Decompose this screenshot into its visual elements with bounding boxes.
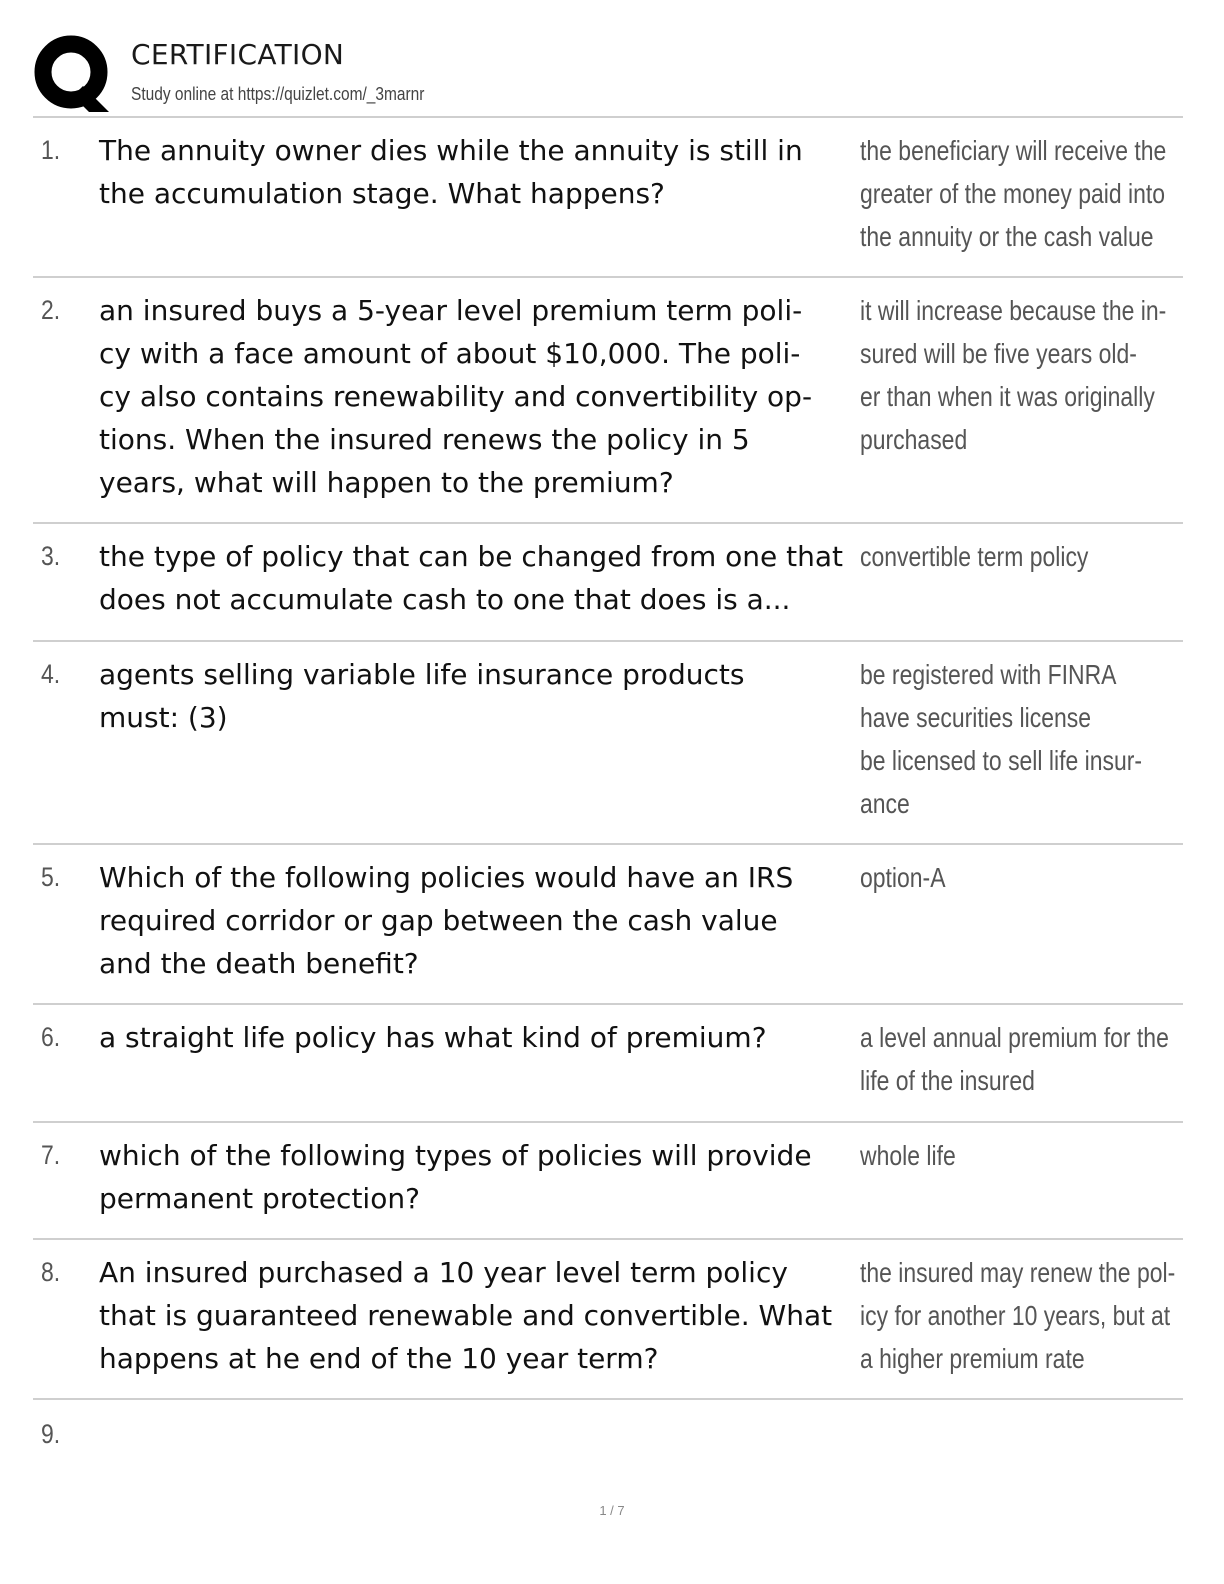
card-number: 4. bbox=[41, 659, 61, 689]
page-header bbox=[33, 30, 1183, 116]
card-term: An insured purchased a 10 year level term policy that is guaranteed renewable and convertible. What happens at he end of the 10 year term? bbox=[99, 1256, 833, 1375]
card-divider bbox=[33, 1121, 1183, 1123]
card-number: 9. bbox=[41, 1419, 61, 1449]
card-term: the type of policy that can be changed from one that does not accumulate cash to one that does is a... bbox=[99, 540, 844, 616]
card-number: 3. bbox=[41, 541, 61, 571]
card-definition: whole life bbox=[860, 1140, 956, 1171]
card-number: 1. bbox=[41, 135, 61, 165]
card-divider bbox=[33, 640, 1183, 642]
card-term: Which of the following policies would have an IRS required corridor or gap between the cash value and the death benefit? bbox=[99, 861, 794, 980]
card-definition: be registered with FINRA have securities license be licensed to sell life insur- ance bbox=[860, 659, 1143, 819]
card-divider bbox=[33, 522, 1183, 524]
card-term: agents selling variable life insurance products must: (3) bbox=[99, 658, 745, 734]
card-definition: option-A bbox=[860, 862, 946, 893]
card-definition: convertible term policy bbox=[860, 541, 1089, 572]
header-divider bbox=[33, 116, 1183, 118]
page-number: 1 / 7 bbox=[599, 1503, 625, 1518]
page-title: CERTIFICATION bbox=[131, 38, 345, 71]
card-term: The annuity owner dies while the annuity is still in the accumulation stage. What happens? bbox=[99, 134, 803, 210]
card-number: 2. bbox=[41, 295, 61, 325]
card-definition: the beneficiary will receive the greater of the money paid into the annuity or the cash value bbox=[860, 135, 1167, 252]
card-number: 7. bbox=[41, 1140, 61, 1170]
card-number: 8. bbox=[41, 1257, 61, 1287]
card-definition: a level annual premium for the life of the insured bbox=[860, 1022, 1169, 1096]
card-divider bbox=[33, 843, 1183, 845]
card-number: 6. bbox=[41, 1022, 61, 1052]
card-divider bbox=[33, 276, 1183, 278]
card-divider bbox=[33, 1398, 1183, 1400]
study-link[interactable]: Study online at https://quizlet.com/_3marnr bbox=[131, 84, 425, 104]
card-definition: the insured may renew the pol- icy for another 10 years, but at a higher premium rate bbox=[860, 1257, 1176, 1374]
card-term: an insured buys a 5-year level premium term poli- cy with a face amount of about $10,000. The poli- cy also contains renewability and convertibility op- tions. When the insured renews the policy in 5 years, what will happen to the premium? bbox=[99, 294, 813, 499]
card-definition: it will increase because the in- sured will be five years old- er than when it was originally purchased bbox=[860, 295, 1167, 455]
card-term: which of the following types of policies will provide permanent protection? bbox=[99, 1139, 812, 1215]
card-term: a straight life policy has what kind of premium? bbox=[99, 1021, 767, 1054]
card-number: 5. bbox=[41, 862, 61, 892]
card-divider bbox=[33, 1238, 1183, 1240]
quizlet-logo-icon bbox=[33, 34, 111, 112]
card-divider bbox=[33, 1003, 1183, 1005]
